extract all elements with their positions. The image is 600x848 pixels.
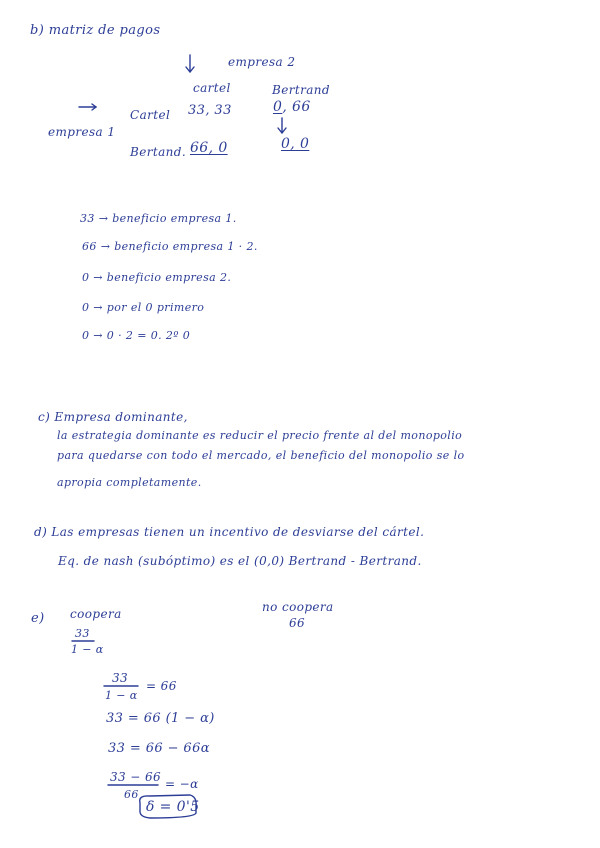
e-eq4-den: 66 [124, 788, 139, 801]
b-cell-cartel-cartel: 33, 33 [188, 103, 232, 118]
b-note-5: 0 → 0 · 2 = 0. 2º 0 [82, 329, 191, 342]
e-label: e) [31, 611, 45, 626]
b-note-1: 33 → beneficio empresa 1. [80, 212, 237, 225]
d-line-1: d) Las empresas tienen un incentivo de desviarse del cártel. [34, 525, 425, 539]
e-no-coopera-label: no coopera [262, 600, 334, 614]
e-eq3: 33 = 66 − 66α [108, 741, 210, 756]
e-eq1-num: 33 [112, 671, 129, 685]
e-coopera-den: 1 − α [71, 643, 104, 656]
b-row-bertrand: Bertand. [130, 145, 187, 159]
c-line-1: c) Empresa dominante, [38, 410, 188, 424]
b-cell-bertrand-cartel: 66, 0 [190, 140, 228, 156]
e-result: δ = 0'5 [146, 799, 200, 815]
b-empresa1-label: empresa 1 [48, 125, 116, 139]
b-title: b) matriz de pagos [30, 23, 161, 38]
e-coopera-label: coopera [70, 607, 122, 621]
e-eq1-rhs: = 66 [146, 679, 177, 693]
b-cell-bertrand-bertrand: 0, 0 [281, 136, 310, 152]
b-col-cartel: cartel [193, 81, 231, 95]
b-empresa2-label: empresa 2 [228, 55, 296, 69]
d-line-2: Eq. de nash (subóptimo) es el (0,0) Bertrand - Bertrand. [58, 554, 422, 568]
e-eq1-den: 1 − α [105, 689, 138, 702]
down-arrow-head [186, 67, 194, 72]
b-note-2: 66 → beneficio empresa 1 · 2. [82, 240, 258, 253]
e-eq2: 33 = 66 (1 − α) [106, 711, 215, 726]
e-coopera-num: 33 [75, 627, 90, 640]
b-cell-cartel-bertrand-a: 0 [273, 99, 283, 115]
b-cell-cartel-bertrand-b: , 66 [282, 99, 311, 115]
right-arrow-head [92, 104, 96, 110]
b-note-4: 0 → por el 0 primero [82, 301, 205, 314]
e-no-coopera-value: 66 [289, 616, 306, 630]
b-note-3: 0 → beneficio empresa 2. [82, 271, 232, 284]
c-line-4: apropia completamente. [57, 476, 202, 489]
e-eq4-num: 33 − 66 [110, 770, 162, 784]
b-cell-cartel-bertrand [273, 100, 311, 114]
b-row-cartel: Cartel [130, 108, 171, 122]
down-arrow-bertrand-head [278, 128, 286, 133]
b-col-bertrand: Bertrand [272, 83, 330, 97]
e-eq4-rhs: = −α [165, 777, 199, 791]
c-line-3: para quedarse con todo el mercado, el beneficio del monopolio se lo [57, 449, 465, 462]
c-line-2: la estrategia dominante es reducir el precio frente al del monopolio [57, 429, 463, 442]
